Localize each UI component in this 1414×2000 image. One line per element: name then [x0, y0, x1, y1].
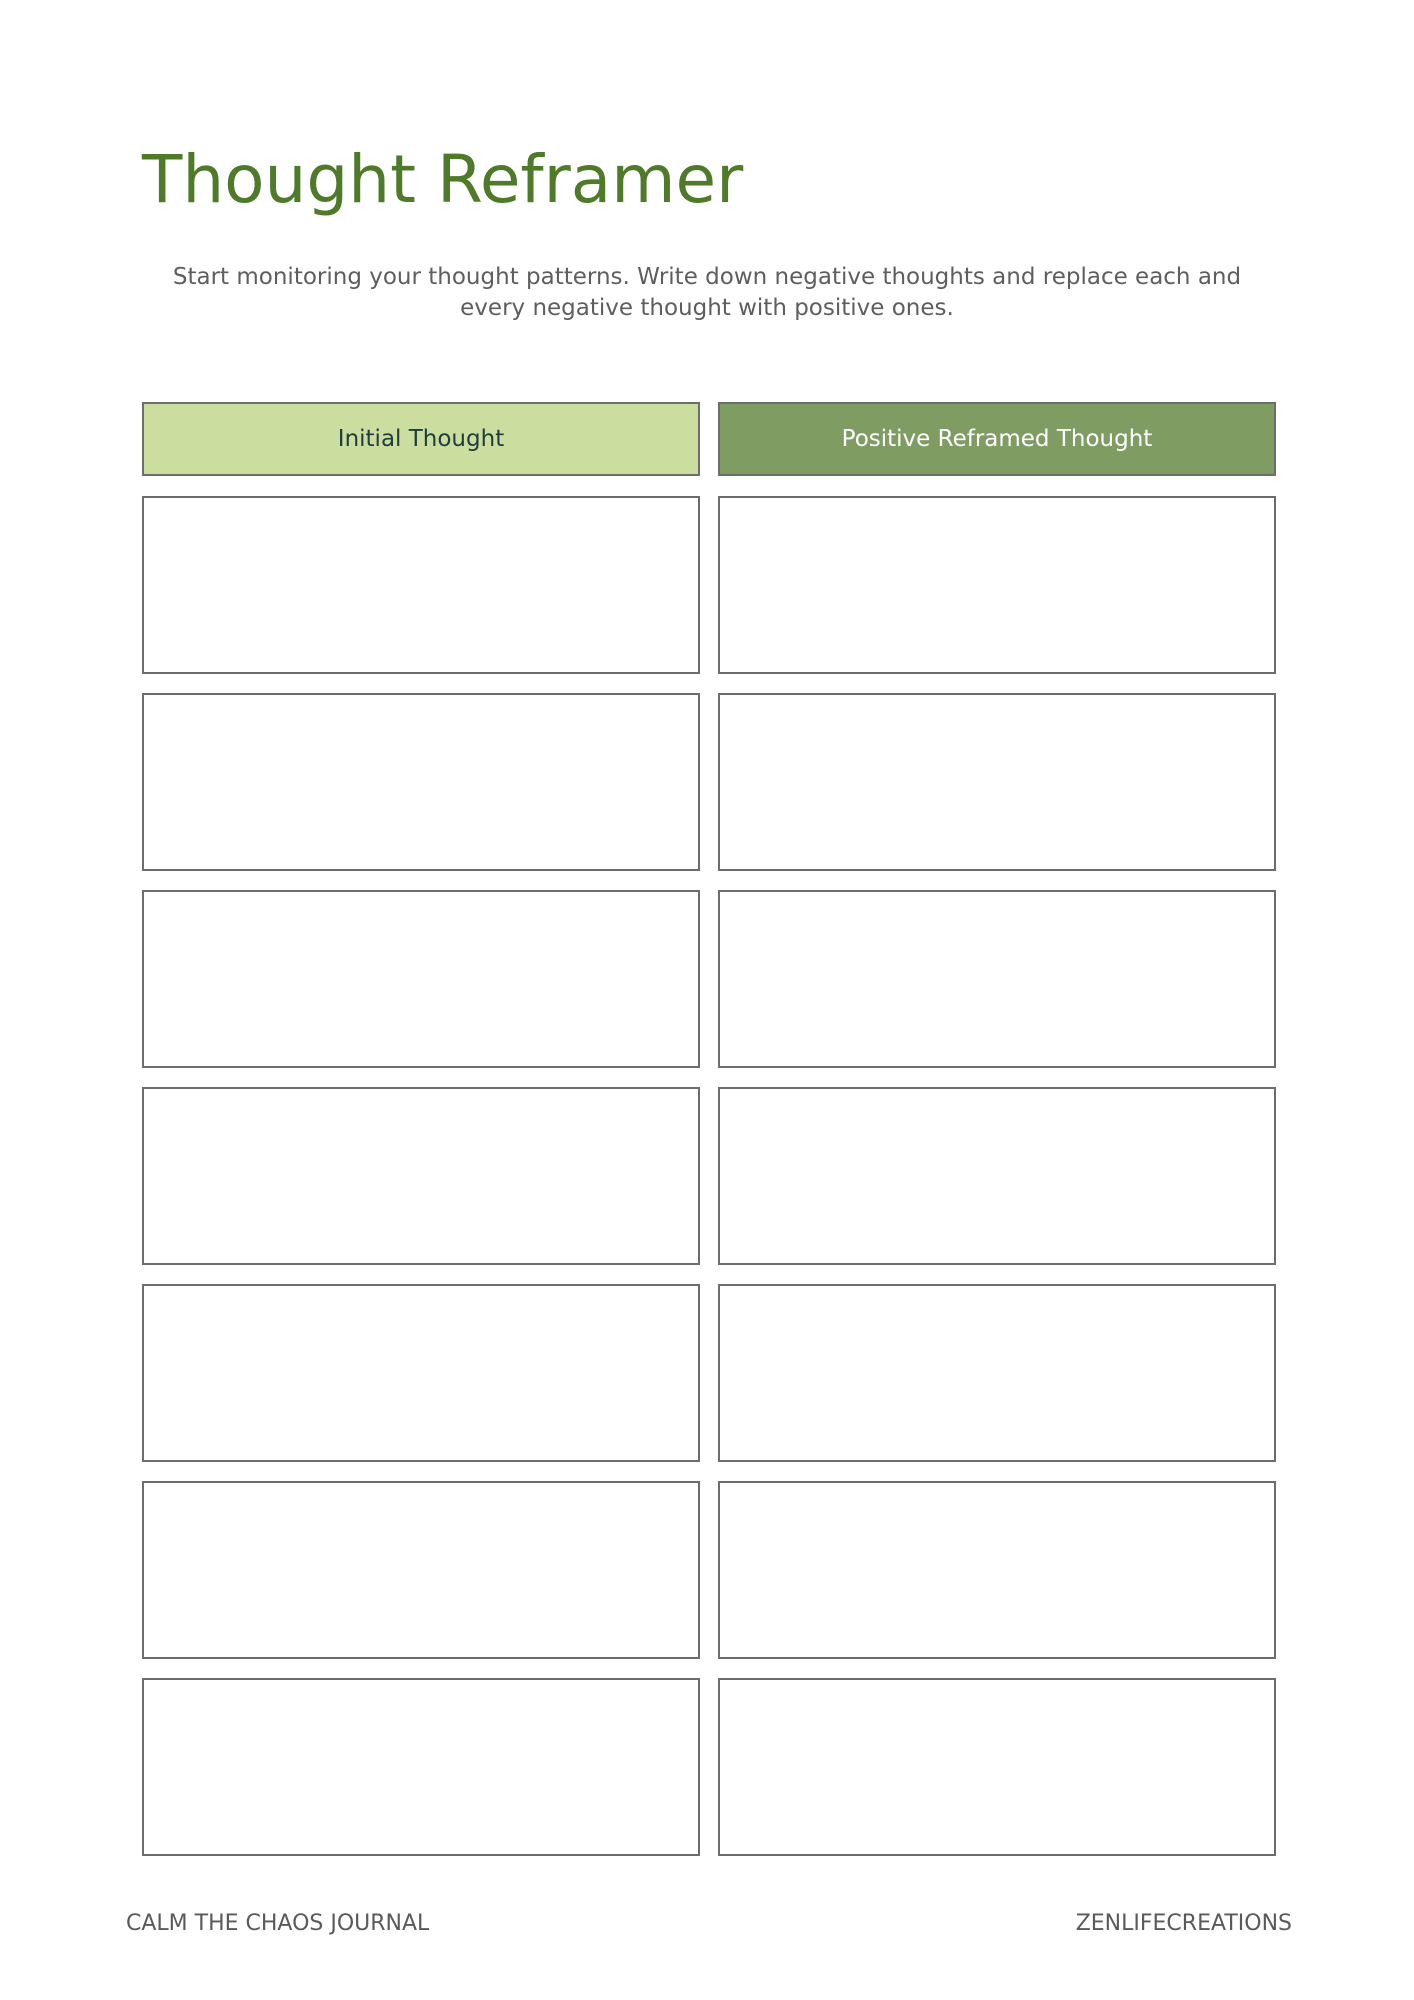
initial-thought-box[interactable] — [142, 693, 700, 871]
initial-thought-box[interactable] — [142, 1481, 700, 1659]
footer-brand: ZENLIFECREATIONS — [1075, 1911, 1292, 1936]
initial-thought-box[interactable] — [142, 1087, 700, 1265]
reframed-thought-box[interactable] — [718, 1284, 1276, 1462]
reframed-thought-box[interactable] — [718, 1481, 1276, 1659]
instructions-text: Start monitoring your thought patterns. Write down negative thoughts and replace each and every negative thought with positive ones. — [172, 264, 1242, 321]
initial-thought-box[interactable] — [142, 890, 700, 1068]
initial-thought-box[interactable] — [142, 1284, 700, 1462]
page-title: Thought Reframer — [142, 141, 744, 218]
reframed-thought-box[interactable] — [718, 1678, 1276, 1856]
column-header-positive-reframed-thought: Positive Reframed Thought — [718, 402, 1276, 476]
footer-journal-name: CALM THE CHAOS JOURNAL — [126, 1911, 430, 1936]
reframed-thought-box[interactable] — [718, 890, 1276, 1068]
initial-thought-box[interactable] — [142, 1678, 700, 1856]
reframed-thought-box[interactable] — [718, 1087, 1276, 1265]
reframed-thought-box[interactable] — [718, 693, 1276, 871]
column-header-initial-thought: Initial Thought — [142, 402, 700, 476]
reframed-thought-box[interactable] — [718, 496, 1276, 674]
initial-thought-box[interactable] — [142, 496, 700, 674]
